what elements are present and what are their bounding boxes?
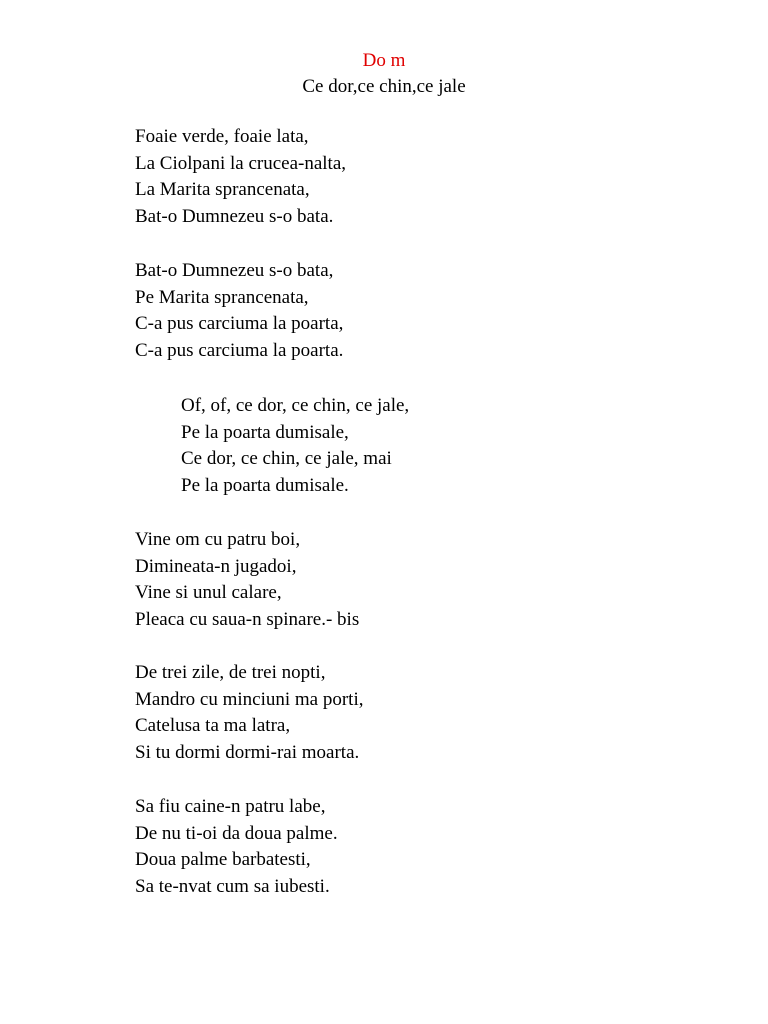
stanza-1 (135, 124, 695, 231)
verse-line: Doua palme barbatesti, (135, 849, 311, 871)
refrain-stanza (181, 393, 741, 500)
verse-line: Bat-o Dumnezeu s-o bata, (135, 260, 334, 281)
stanza-4 (135, 527, 695, 634)
verse-line: Si tu dormi dormi-rai moarta. (135, 742, 360, 764)
song-title: Do m (362, 50, 406, 71)
verse-line: De trei zile, de trei nopti, (135, 662, 326, 683)
verse-line: Vine om cu patru boi, (135, 529, 301, 550)
verse-line: Vine si unul calare, (135, 582, 282, 604)
verse-line: Bat-o Dumnezeu s-o bata. (135, 206, 334, 228)
verse-line: Mandro cu minciuni ma porti, (135, 688, 364, 710)
verse-line: La Marita sprancenata, (135, 179, 310, 201)
verse-line: Catelusa ta ma latra, (135, 715, 291, 737)
verse-line: La Ciolpani la crucea-nalta, (135, 152, 347, 174)
verse-line: C-a pus carciuma la poarta. (135, 340, 344, 362)
stanza-6 (135, 794, 695, 901)
verse-line: Pe Marita sprancenata, (135, 286, 309, 308)
stanza-2 (135, 258, 695, 365)
refrain-line: Pe la poarta dumisale, (181, 421, 349, 443)
verse-line: Sa fiu caine-n patru labe, (135, 796, 326, 817)
refrain-line: Pe la poarta dumisale. (181, 475, 349, 497)
verse-line: Sa te-nvat cum sa iubesti. (135, 876, 330, 898)
refrain-line: Ce dor, ce chin, ce jale, mai (181, 448, 392, 470)
verse-line: C-a pus carciuma la poarta, (135, 313, 344, 335)
refrain-line: Of, of, ce dor, ce chin, ce jale, (181, 395, 410, 416)
song-subtitle: Ce dor,ce chin,ce jale (302, 76, 466, 97)
verse-line: Foaie verde, foaie lata, (135, 126, 309, 147)
verse-line: Dimineata-n jugadoi, (135, 555, 297, 577)
verse-line: Pleaca cu saua-n spinare.- bis (135, 609, 360, 631)
stanza-5 (135, 660, 695, 767)
verse-line: De nu ti-oi da doua palme. (135, 822, 338, 844)
